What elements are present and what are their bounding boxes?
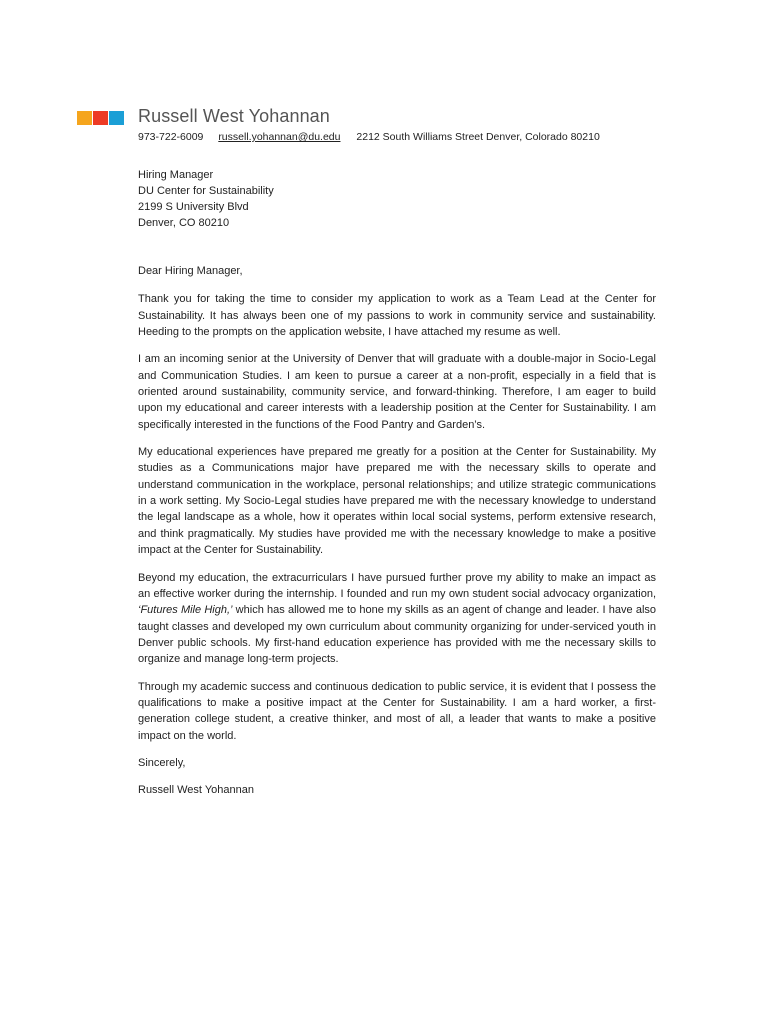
salutation: Dear Hiring Manager, bbox=[138, 265, 243, 277]
logo-square-blue bbox=[109, 111, 124, 125]
paragraph-background: I am an incoming senior at the University of Denver that will graduate with a double-major in Socio-Legal and Communication Studies. I am keen to pursue a career at a non-profit, especially in a field that is oriented around sustainability, community service, and forward-thinking. Therefore, I am eager to build upon my educational and career interests with a leadership position at the Center for Sustainability. I am specifically interested in the functions of the Food Pantry and Garden’s. bbox=[138, 353, 656, 431]
recipient-line: 2199 S University Blvd bbox=[138, 201, 249, 213]
closing: Sincerely, bbox=[138, 756, 186, 769]
paragraph-intro: Thank you for taking the time to consider my application to work as a Team Lead at the Center for Sustainability. It has always been one of my passions to work in community service and sustainability. Heeding to the prompts on the application website, I have attached my resume as well. bbox=[138, 293, 656, 339]
sender-name: Russell West Yohannan bbox=[138, 106, 330, 126]
letter-body bbox=[138, 263, 656, 810]
phone-number: 973-722-6009 bbox=[138, 131, 204, 143]
logo-square-orange bbox=[77, 111, 92, 125]
recipient-line: DU Center for Sustainability bbox=[138, 185, 274, 197]
logo-square-red bbox=[93, 111, 108, 125]
paragraph-conclusion: Through my academic success and continuous dedication to public service, it is evident that I possess the qualifications to make a positive impact at the Center for Sustainability. I am a hard worker, a first-generation college student, a creative thinker, and most of all, a leader that wants to make a positive impact on the world. bbox=[138, 680, 656, 742]
paragraph-extracurriculars bbox=[138, 570, 656, 668]
recipient-line: Denver, CO 80210 bbox=[138, 217, 230, 229]
mailing-address: 2212 South Williams Street Denver, Colorado 80210 bbox=[356, 131, 600, 143]
email-link[interactable]: russell.yohannan@du.edu bbox=[218, 131, 341, 143]
signature: Russell West Yohannan bbox=[138, 784, 254, 797]
paragraph-education: My educational experiences have prepared me greatly for a position at the Center for Sustainability. My studies as a Communications major have prepared me with the necessary skills to operate and understand communication in the workplace, personal relationships; and utilize strategic communications in a work setting. My Socio-Legal studies have prepared me with the necessary knowledge to understand the legal landscape as a whole, how it operates within local social systems, perform extensive research, and think pragmatically. My studies have provided me with the necessary knowledge to make a positive impact at the Center for Sustainability. bbox=[138, 446, 656, 557]
recipient-address bbox=[138, 167, 274, 231]
contact-line bbox=[138, 131, 600, 143]
recipient-line: Hiring Manager bbox=[138, 169, 214, 181]
paragraph-text: which has allowed me to hone my skills as an agent of change and leader. I have also taught classes and developed my own curriculum about community organizing for under-serviced youth in Denver public schools. My first-hand education experience has provided with me the necessary skills to organize and manage long-term projects. bbox=[138, 604, 657, 666]
paragraph-text: Beyond my education, the extracurriculars I have pursued further prove my ability to make an impact as an effective worker during the internship. I founded and run my own student social advocacy organization, bbox=[138, 571, 656, 600]
organization-name: ‘Futures Mile High,’ bbox=[138, 604, 233, 617]
brand-logo bbox=[77, 111, 124, 125]
